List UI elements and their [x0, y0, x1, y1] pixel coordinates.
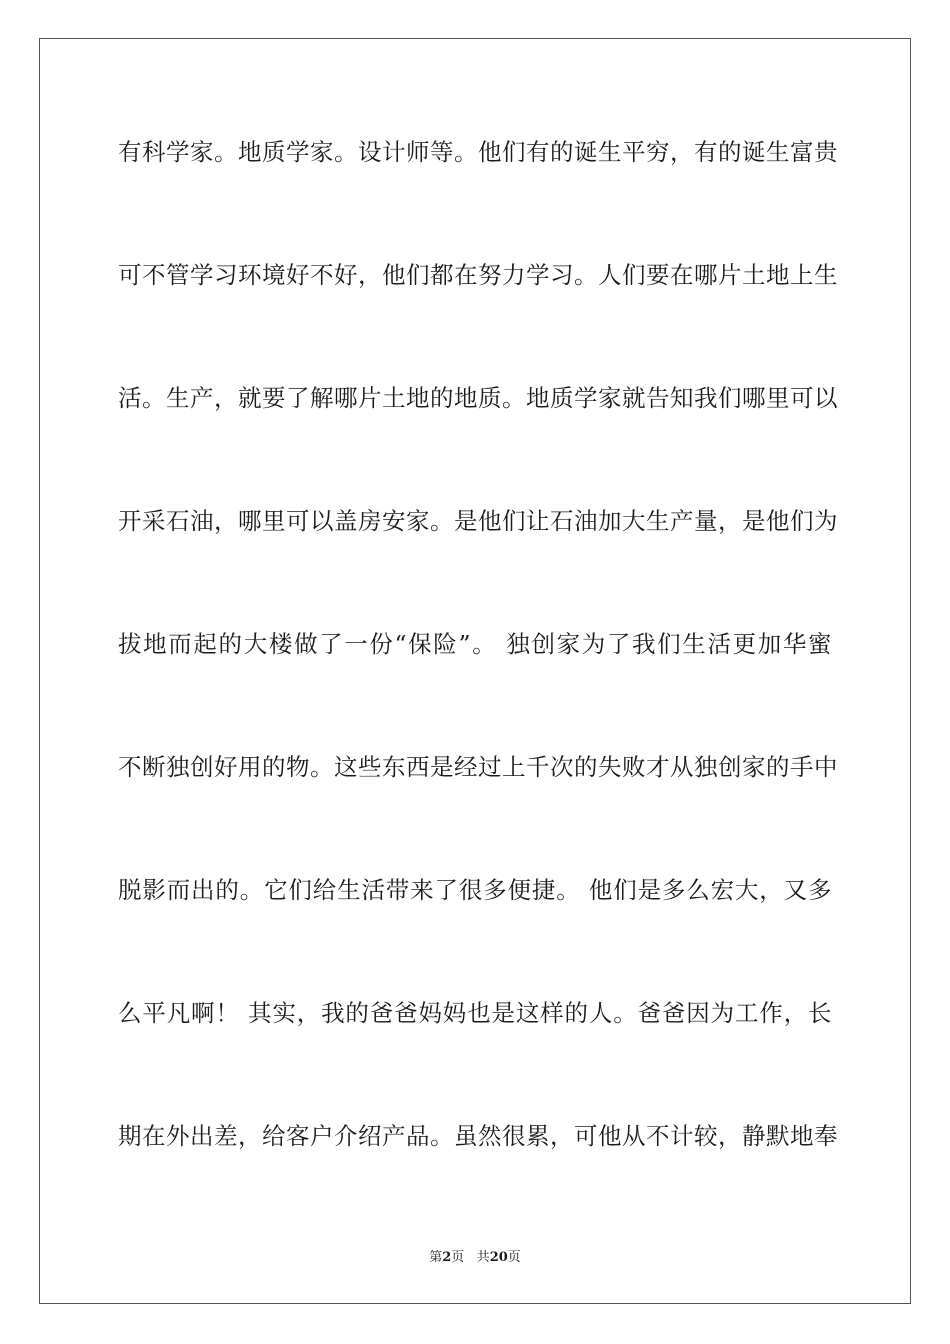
body-text-line: 拔地而起的大楼做了一份“保险”。 独创家为了我们生活更加华蜜	[118, 630, 832, 658]
page-border	[39, 38, 911, 1304]
body-text-line: 脱影而出的。它们给生活带来了很多便捷。 他们是多么宏大，又多	[118, 876, 832, 904]
body-text-line: 活。生产，就要了解哪片土地的地质。地质学家就告知我们哪里可以	[118, 384, 838, 412]
body-text-line: 期在外出差，给客户介绍产品。虽然很累，可他从不计较，静默地奉	[118, 1122, 838, 1150]
total-page-count: 20	[489, 1250, 508, 1265]
body-text-line: 可不管学习环境好不好，他们都在努力学习。人们要在哪片土地上生	[118, 261, 838, 289]
body-text-line: 有科学家。地质学家。设计师等。他们有的诞生平穷，有的诞生富贵	[118, 138, 838, 166]
page-footer	[0, 1246, 950, 1265]
page-label-prefix: 第	[429, 1250, 443, 1265]
body-text-line: 开采石油，哪里可以盖房安家。是他们让石油加大生产量，是他们为	[118, 507, 838, 535]
total-label-prefix: 共	[476, 1250, 490, 1265]
current-page-number: 2	[442, 1250, 452, 1265]
page-label-suffix: 页	[451, 1250, 465, 1265]
body-text-line: 不断独创好用的物。这些东西是经过上千次的失败才从独创家的手中	[118, 753, 838, 781]
total-label-suffix: 页	[507, 1250, 521, 1265]
body-text-line: 么平凡啊！ 其实，我的爸爸妈妈也是这样的人。爸爸因为工作，长	[118, 999, 832, 1027]
